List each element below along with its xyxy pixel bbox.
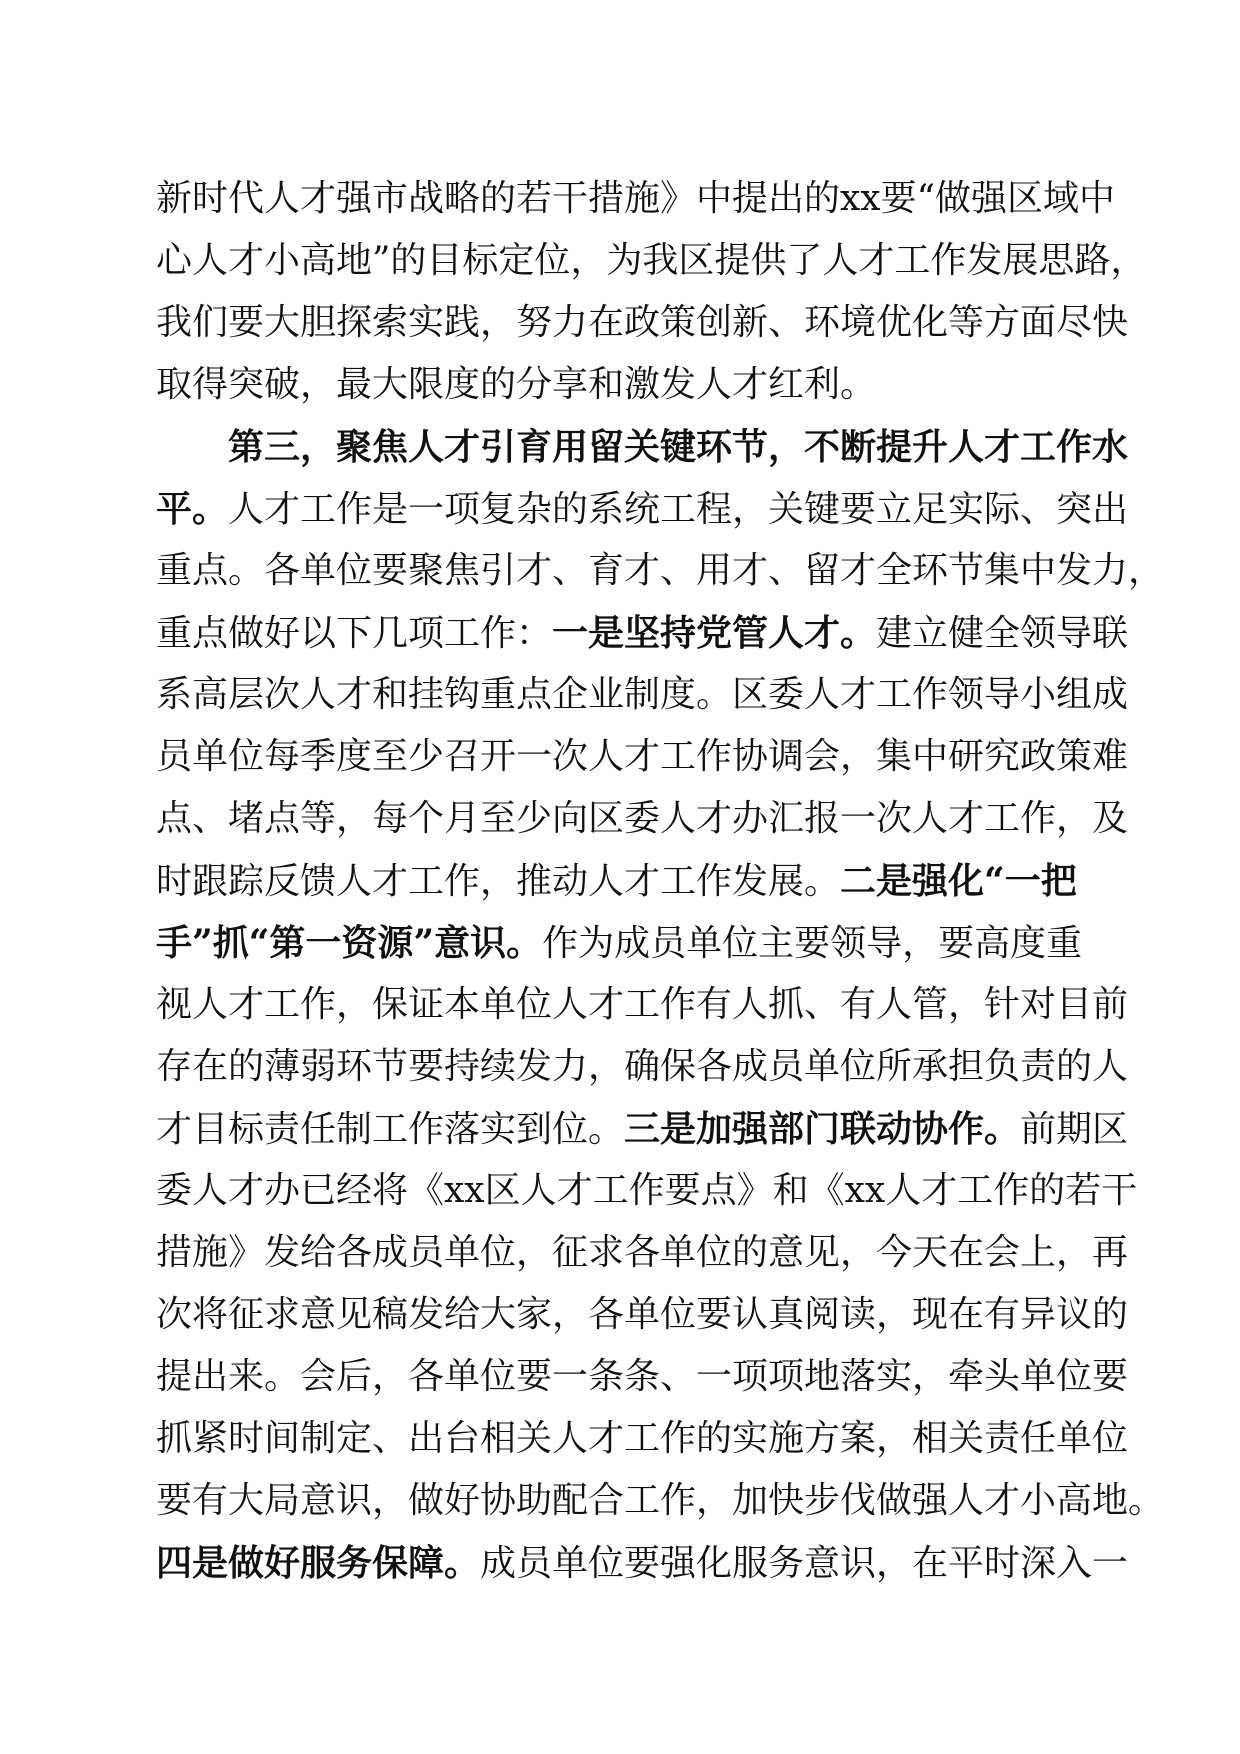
text-run: 时跟踪反馈人才工作，推动人才工作发展。 xyxy=(156,861,841,902)
text-line xyxy=(156,1222,1129,1284)
text-run: 要有大局意识，做好协助配合工作，加快步伐做强人才小高地。 xyxy=(156,1480,1165,1521)
text-line xyxy=(156,726,1129,788)
text-run: 措施》发给各成员单位，征求各单位的意见，今天在会上，再 xyxy=(156,1232,1129,1273)
text-line xyxy=(156,540,1165,602)
text-run: 点、堵点等，每个月至少向区委人才办汇报一次人才工作，及 xyxy=(156,798,1129,839)
text-run: 抓紧时间制定、出台相关人才工作的实施方案，相关责任单位 xyxy=(156,1418,1129,1459)
point-three-heading: 三是加强部门联动协作。 xyxy=(624,1108,1021,1150)
text-run: 前期区 xyxy=(1020,1109,1129,1150)
text-run: 新时代人才强市战略的若干措施》中提出的xx要“做强区域中 xyxy=(156,178,1116,219)
text-line xyxy=(156,292,1129,354)
text-run: 我们要大胆探索实践，努力在政策创新、环境优化等方面尽快 xyxy=(156,302,1129,343)
text-line xyxy=(156,602,1129,664)
text-line xyxy=(156,230,1147,292)
text-run: 提出来。会后，各单位要一条条、一项项地落实，牵头单位要 xyxy=(156,1356,1129,1397)
point-two-heading-end: 手”抓“第一资源”意识。 xyxy=(156,922,543,964)
text-line xyxy=(156,1160,1138,1222)
text-run: 员单位每季度至少召开一次人才工作协调会，集中研究政策难 xyxy=(156,736,1129,777)
text-line xyxy=(156,788,1129,850)
text-line xyxy=(156,1470,1165,1532)
text-line xyxy=(156,168,1116,230)
text-line xyxy=(156,850,1084,912)
text-run: 存在的薄弱环节要持续发力，确保各成员单位所承担负责的人 xyxy=(156,1046,1129,1087)
text-run: 重点。各单位要聚焦引才、育才、用才、留才全环节集中发力， xyxy=(156,550,1165,591)
section-heading: 第三，聚焦人才引育用留关键环节，不断提升人才工作水 xyxy=(228,426,1129,468)
text-run: 视人才工作，保证本单位人才工作有人抓、有人管，针对目前 xyxy=(156,984,1129,1025)
text-line xyxy=(156,1098,1129,1160)
point-two-heading: 二是强化“一把 xyxy=(840,860,1077,902)
point-four-heading: 四是做好服务保障。 xyxy=(156,1542,481,1584)
text-line xyxy=(156,974,1129,1036)
text-line xyxy=(156,1346,1129,1408)
text-run: 成员单位要强化服务意识，在平时深入一 xyxy=(480,1543,1129,1584)
text-run: 作为成员单位主要领导，要高度重 xyxy=(542,923,1083,964)
text-run: 重点做好以下几项工作： xyxy=(156,613,553,654)
text-line xyxy=(156,1284,1129,1346)
text-line xyxy=(156,1532,1129,1594)
text-line xyxy=(156,912,1084,974)
text-line xyxy=(156,1408,1129,1470)
text-line xyxy=(156,478,1129,540)
text-run: 人才工作是一项复杂的系统工程，关键要立足实际、突出 xyxy=(228,489,1129,530)
text-run: 取得突破，最大限度的分享和激发人才红利。 xyxy=(156,364,877,405)
text-run: 才目标责任制工作落实到位。 xyxy=(156,1109,625,1150)
text-line xyxy=(156,664,1129,726)
text-line xyxy=(156,354,1084,416)
text-run: 建立健全领导联 xyxy=(876,613,1129,654)
text-run: 次将征求意见稿发给大家，各单位要认真阅读，现在有异议的 xyxy=(156,1294,1129,1335)
text-line xyxy=(156,1036,1129,1098)
section-heading-end: 平。 xyxy=(156,488,229,530)
document-page xyxy=(156,168,1165,1594)
text-run: 系高层次人才和挂钩重点企业制度。区委人才工作领导小组成 xyxy=(156,674,1129,715)
point-one-heading: 一是坚持党管人才。 xyxy=(552,612,877,654)
text-run: 委人才办已经将《xx区人才工作要点》和《xx人才工作的若干 xyxy=(156,1170,1138,1211)
text-run: 心人才小高地”的目标定位，为我区提供了人才工作发展思路， xyxy=(156,240,1147,281)
section-heading-line xyxy=(156,416,1129,478)
